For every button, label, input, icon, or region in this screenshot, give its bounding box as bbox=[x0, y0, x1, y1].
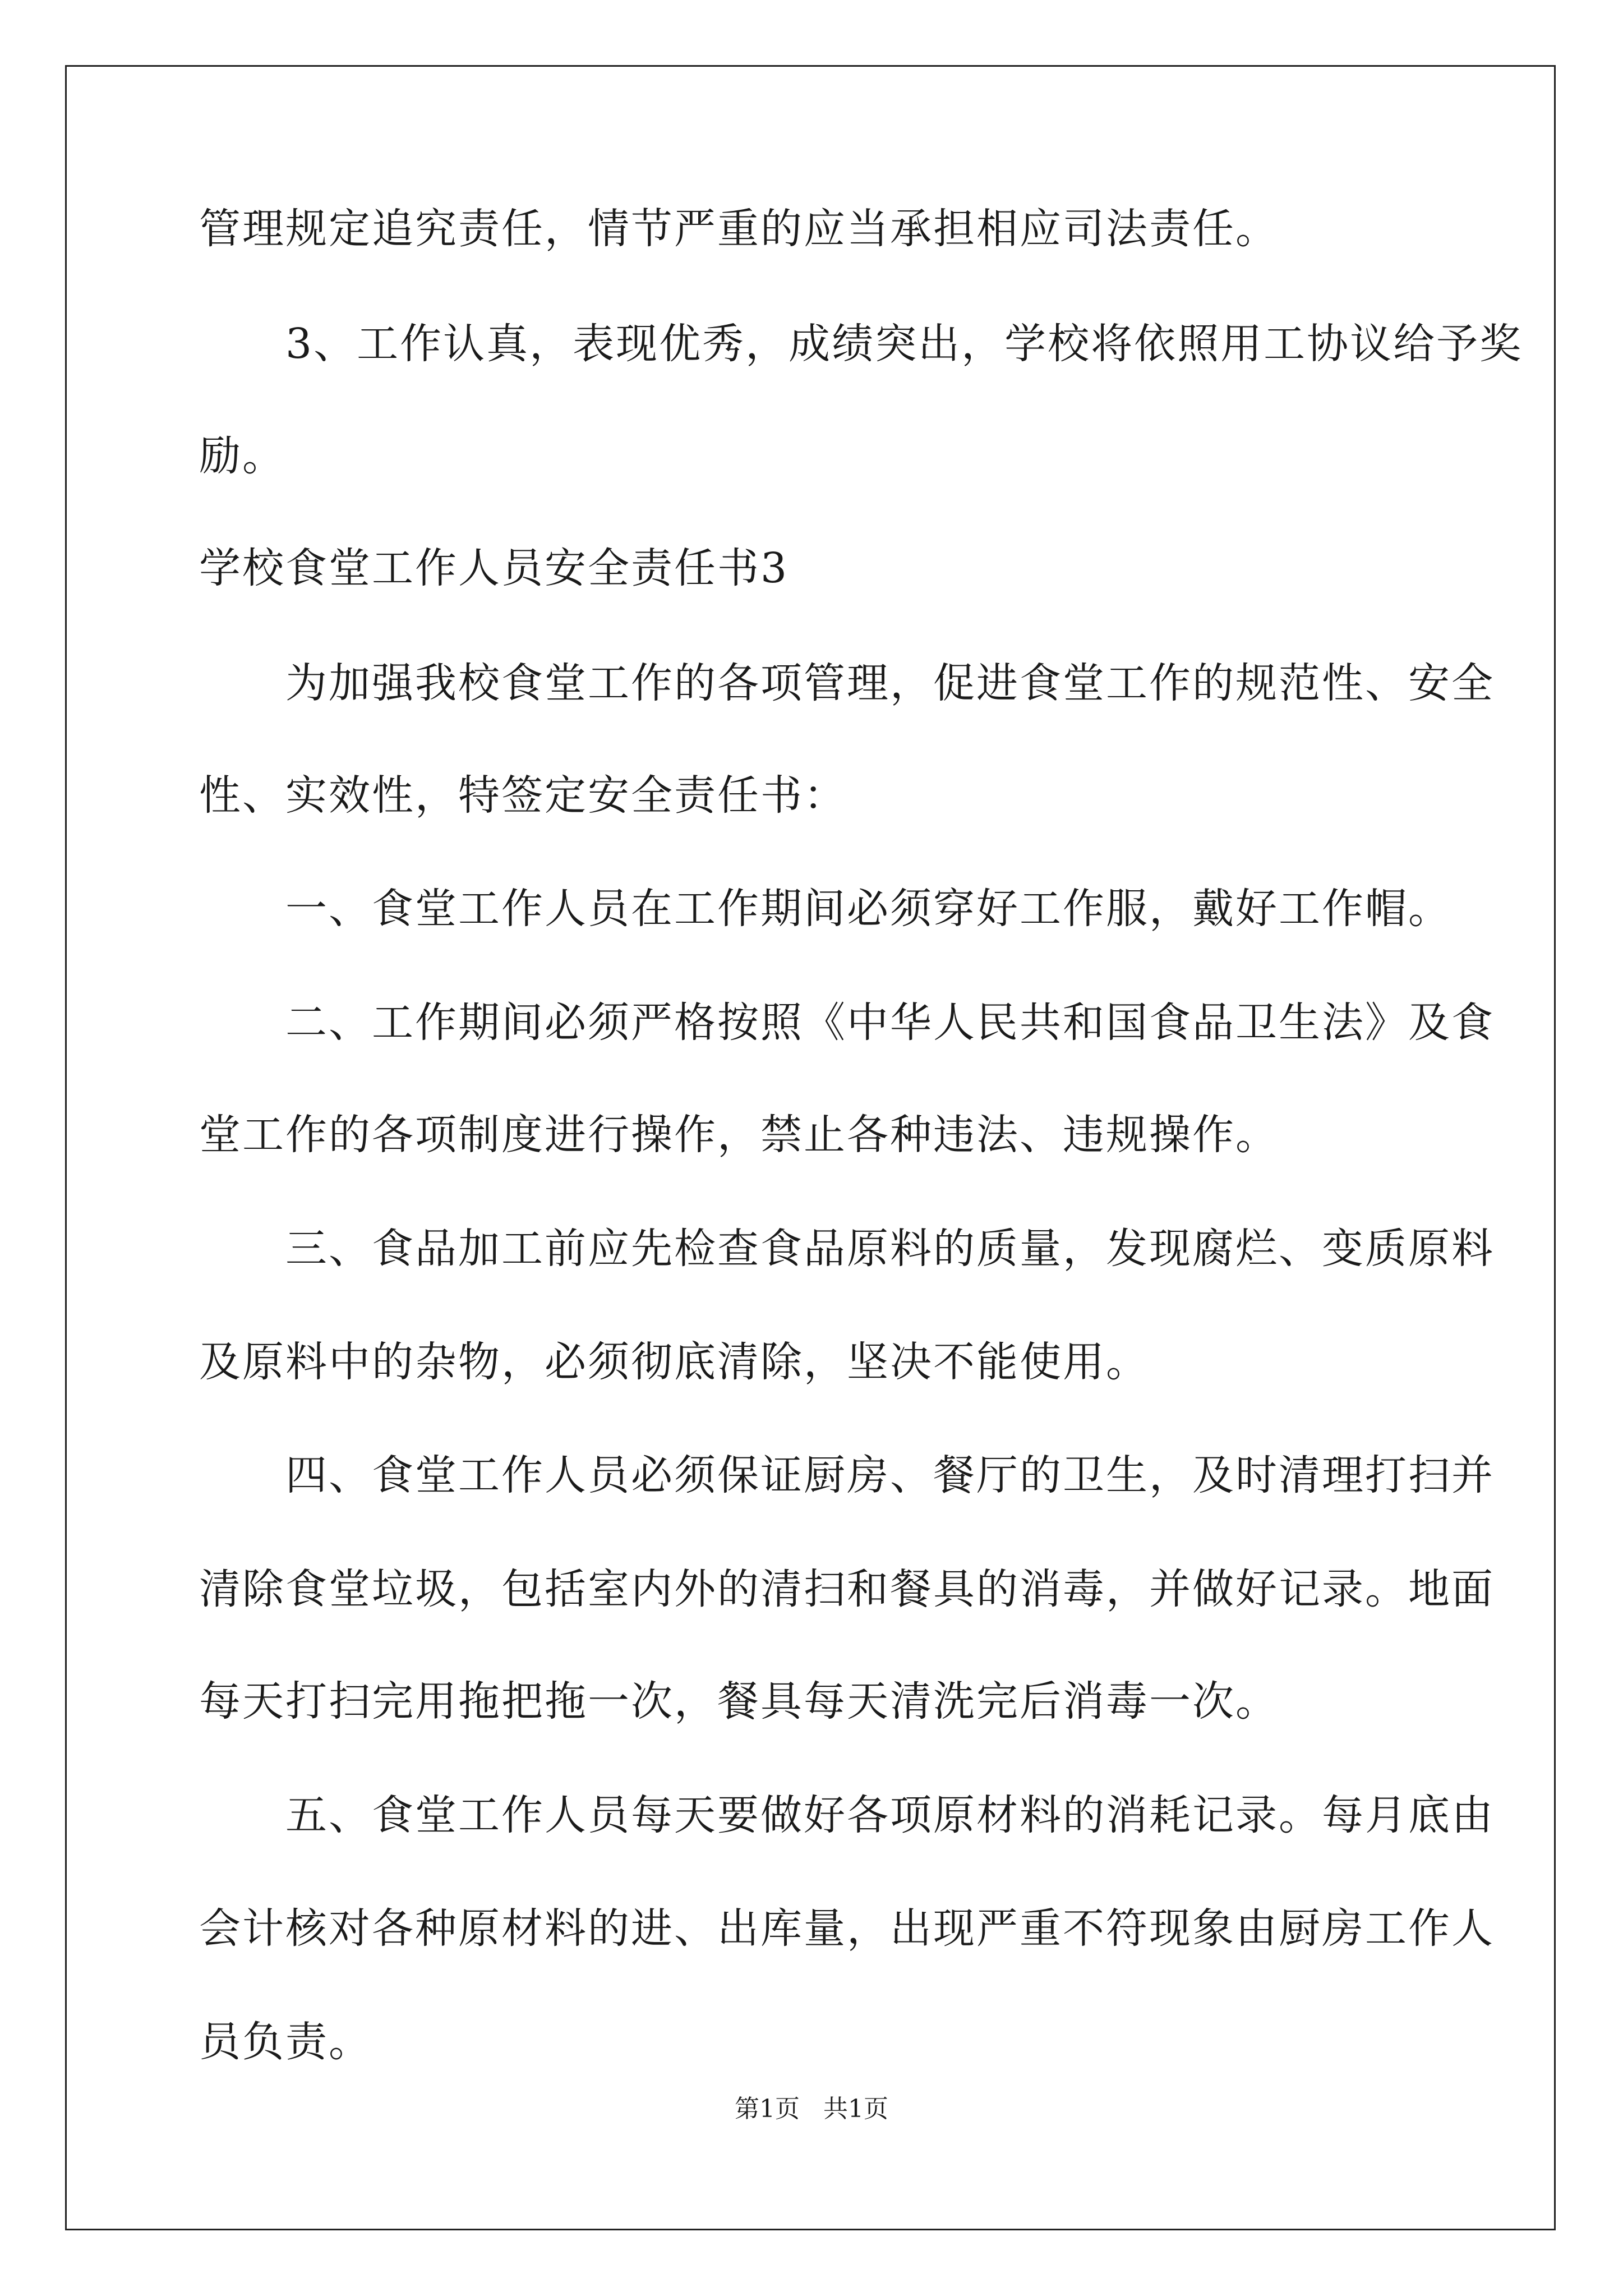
text-line: 管理规定追究责任，情节严重的应当承担相应司法责任。 bbox=[199, 205, 1279, 253]
text-line: 员负责。 bbox=[199, 2018, 372, 2066]
text-line: 清除食堂垃圾，包括室内外的清扫和餐具的消毒，并做好记录。地面 bbox=[199, 1565, 1495, 1613]
text-line: 性、实效性，特签定安全责任书： bbox=[199, 771, 847, 820]
page-footer: 第1页 共1页 bbox=[735, 2095, 888, 2123]
text-line: 五、食堂工作人员每天要做好各项原材料的消耗记录。每月底由 bbox=[199, 1791, 1495, 1839]
text-line: 三、食品加工前应先检查食品原料的质量，发现腐烂、变质原料 bbox=[199, 1225, 1495, 1273]
text-line: 及原料中的杂物，必须彻底清除，坚决不能使用。 bbox=[199, 1338, 1149, 1386]
text-line: 为加强我校食堂工作的各项管理，促进食堂工作的规范性、安全 bbox=[199, 659, 1495, 707]
text-line: 一、食堂工作人员在工作期间必须穿好工作服，戴好工作帽。 bbox=[199, 885, 1451, 933]
section-heading: 学校食堂工作人员安全责任书3 bbox=[199, 544, 789, 592]
text-line: 每天打扫完用拖把拖一次，餐具每天清洗完后消毒一次。 bbox=[199, 1677, 1279, 1726]
text-line: 励。 bbox=[199, 432, 285, 480]
text-line: 3、工作认真，表现优秀，成绩突出，学校将依照用工协议给予奖 bbox=[199, 320, 1523, 368]
text-line: 堂工作的各项制度进行操作，禁止各种违法、违规操作。 bbox=[199, 1111, 1279, 1159]
text-line: 四、食堂工作人员必须保证厨房、餐厅的卫生，及时清理打扫并 bbox=[199, 1451, 1495, 1499]
text-line: 二、工作期间必须严格按照《中华人民共和国食品卫生法》及食 bbox=[199, 999, 1495, 1047]
text-line: 会计核对各种原材料的进、出库量，出现严重不符现象由厨房工作人 bbox=[199, 1904, 1495, 1953]
